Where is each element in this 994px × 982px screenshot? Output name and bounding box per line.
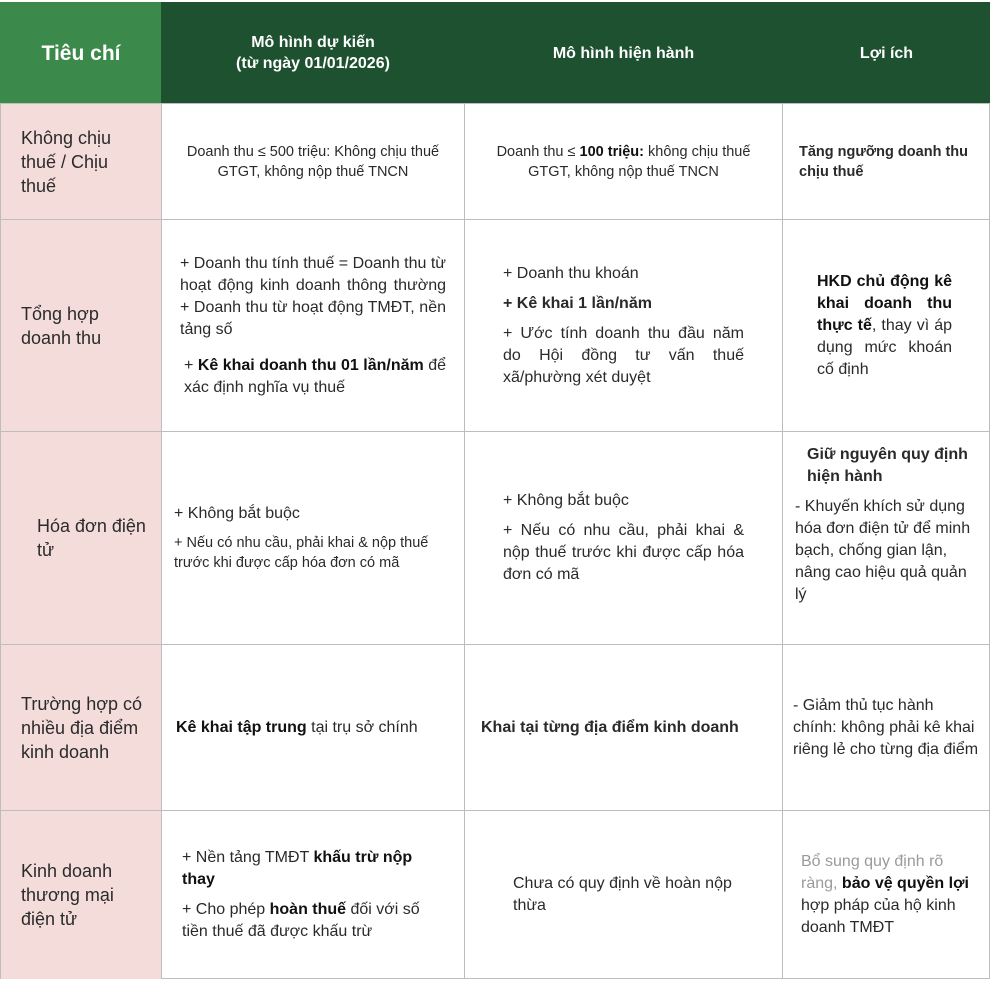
cell-text: + Doanh thu tính thuế = Doanh thu từ hoạt động kinh doanh thông thường + Doanh thu từ hoạt động TMĐT, nền tảng số xyxy=(180,254,447,338)
cell-text: + Nền tảng TMĐT khấu trừ nộp thay xyxy=(182,849,413,888)
header-current-model xyxy=(464,2,782,103)
benefit-ecommerce xyxy=(782,810,990,979)
benefit-e-invoice xyxy=(782,431,990,644)
benefit-tax-threshold xyxy=(782,103,990,219)
proposed-e-invoice xyxy=(161,431,464,644)
cell-text: - Giảm thủ tục hành chính: không phải kê khai riêng lẻ cho từng địa điểm xyxy=(793,696,979,758)
cell-text: Kê khai tập trung tại trụ sở chính xyxy=(176,718,418,736)
cell-text: Chưa có quy định về hoàn nộp thừa xyxy=(513,875,732,914)
cell-text: - Khuyến khích sử dụng hóa đơn điện tử để minh bạch, chống gian lận, nâng cao hiệu quả quản lý xyxy=(795,498,971,603)
cell-text: + Không bắt buộc xyxy=(503,492,629,509)
cell-text: Tăng ngưỡng doanh thu chịu thuế xyxy=(799,143,968,180)
proposed-ecommerce xyxy=(161,810,464,979)
criterion-label: Hóa đơn điện tử xyxy=(37,516,146,560)
proposed-revenue-aggregation xyxy=(161,219,464,431)
cell-text: + Nếu có nhu cầu, phải khai & nộp thuế trước khi được cấp hóa đơn có mã xyxy=(503,522,744,583)
cell-text: + Kê khai doanh thu 01 lần/năm để xác định nghĩa vụ thuế xyxy=(184,356,446,396)
criterion-ecommerce xyxy=(0,810,161,979)
header-benefit-label: Lợi ích xyxy=(859,44,914,62)
criterion-label: Trường hợp có nhiều địa điểm kinh doanh xyxy=(21,693,143,762)
criterion-multiple-locations xyxy=(0,644,161,810)
header-proposed-model xyxy=(161,2,464,103)
cell-text: + Kê khai 1 lần/năm xyxy=(503,294,652,312)
cell-text: HKD chủ động kê khai doanh thu thực tế, thay vì áp dụng mức khoán cố định xyxy=(817,272,952,378)
header-proposed-line1: Mô hình dự kiến xyxy=(251,34,375,51)
criterion-revenue-aggregation xyxy=(0,219,161,431)
proposed-multiple-locations xyxy=(161,644,464,810)
benefit-multiple-locations xyxy=(782,644,990,810)
tax-comparison-table xyxy=(0,2,990,979)
cell-text: Bổ sung quy định rõ ràng, bảo vệ quyền lợi hợp pháp của hộ kinh doanh TMĐT xyxy=(801,853,969,936)
cell-text: Giữ nguyên quy định hiện hành xyxy=(807,446,968,485)
cell-text: + Cho phép hoàn thuế đối với số tiền thuế đã được khấu trừ xyxy=(182,901,420,940)
current-multiple-locations xyxy=(464,644,782,810)
cell-text: + Doanh thu khoán xyxy=(503,264,639,282)
cell-text: Doanh thu ≤ 500 triệu: Không chịu thuế GTGT, không nộp thuế TNCN xyxy=(186,143,440,180)
header-criteria-label: Tiêu chí xyxy=(41,41,121,65)
cell-text: Khai tại từng địa điểm kinh doanh xyxy=(481,718,739,736)
header-benefit xyxy=(782,2,990,103)
criterion-label: Không chịu thuế / Chịu thuế xyxy=(21,127,112,196)
criterion-tax-threshold xyxy=(0,103,161,219)
header-proposed-line2: (từ ngày 01/01/2026) xyxy=(236,55,390,72)
proposed-tax-threshold xyxy=(161,103,464,219)
current-tax-threshold xyxy=(464,103,782,219)
benefit-revenue-aggregation xyxy=(782,219,990,431)
header-current-label: Mô hình hiện hành xyxy=(552,44,695,62)
cell-text: Doanh thu ≤ 100 triệu: không chịu thuế GTGT, không nộp thuế TNCN xyxy=(496,143,751,180)
current-revenue-aggregation xyxy=(464,219,782,431)
criterion-label: Kinh doanh thương mại điện tử xyxy=(21,861,114,929)
criterion-label: Tổng hợp doanh thu xyxy=(21,303,102,348)
criterion-e-invoice xyxy=(0,431,161,644)
cell-text: + Nếu có nhu cầu, phải khai & nộp thuế trước khi được cấp hóa đơn có mã xyxy=(174,535,429,571)
cell-text: + Ước tính doanh thu đầu năm do Hội đồng tư vấn thuế xã/phường xét duyệt xyxy=(503,324,744,386)
header-criteria xyxy=(0,2,161,103)
current-e-invoice xyxy=(464,431,782,644)
cell-text: + Không bắt buộc xyxy=(174,505,300,522)
current-ecommerce xyxy=(464,810,782,979)
